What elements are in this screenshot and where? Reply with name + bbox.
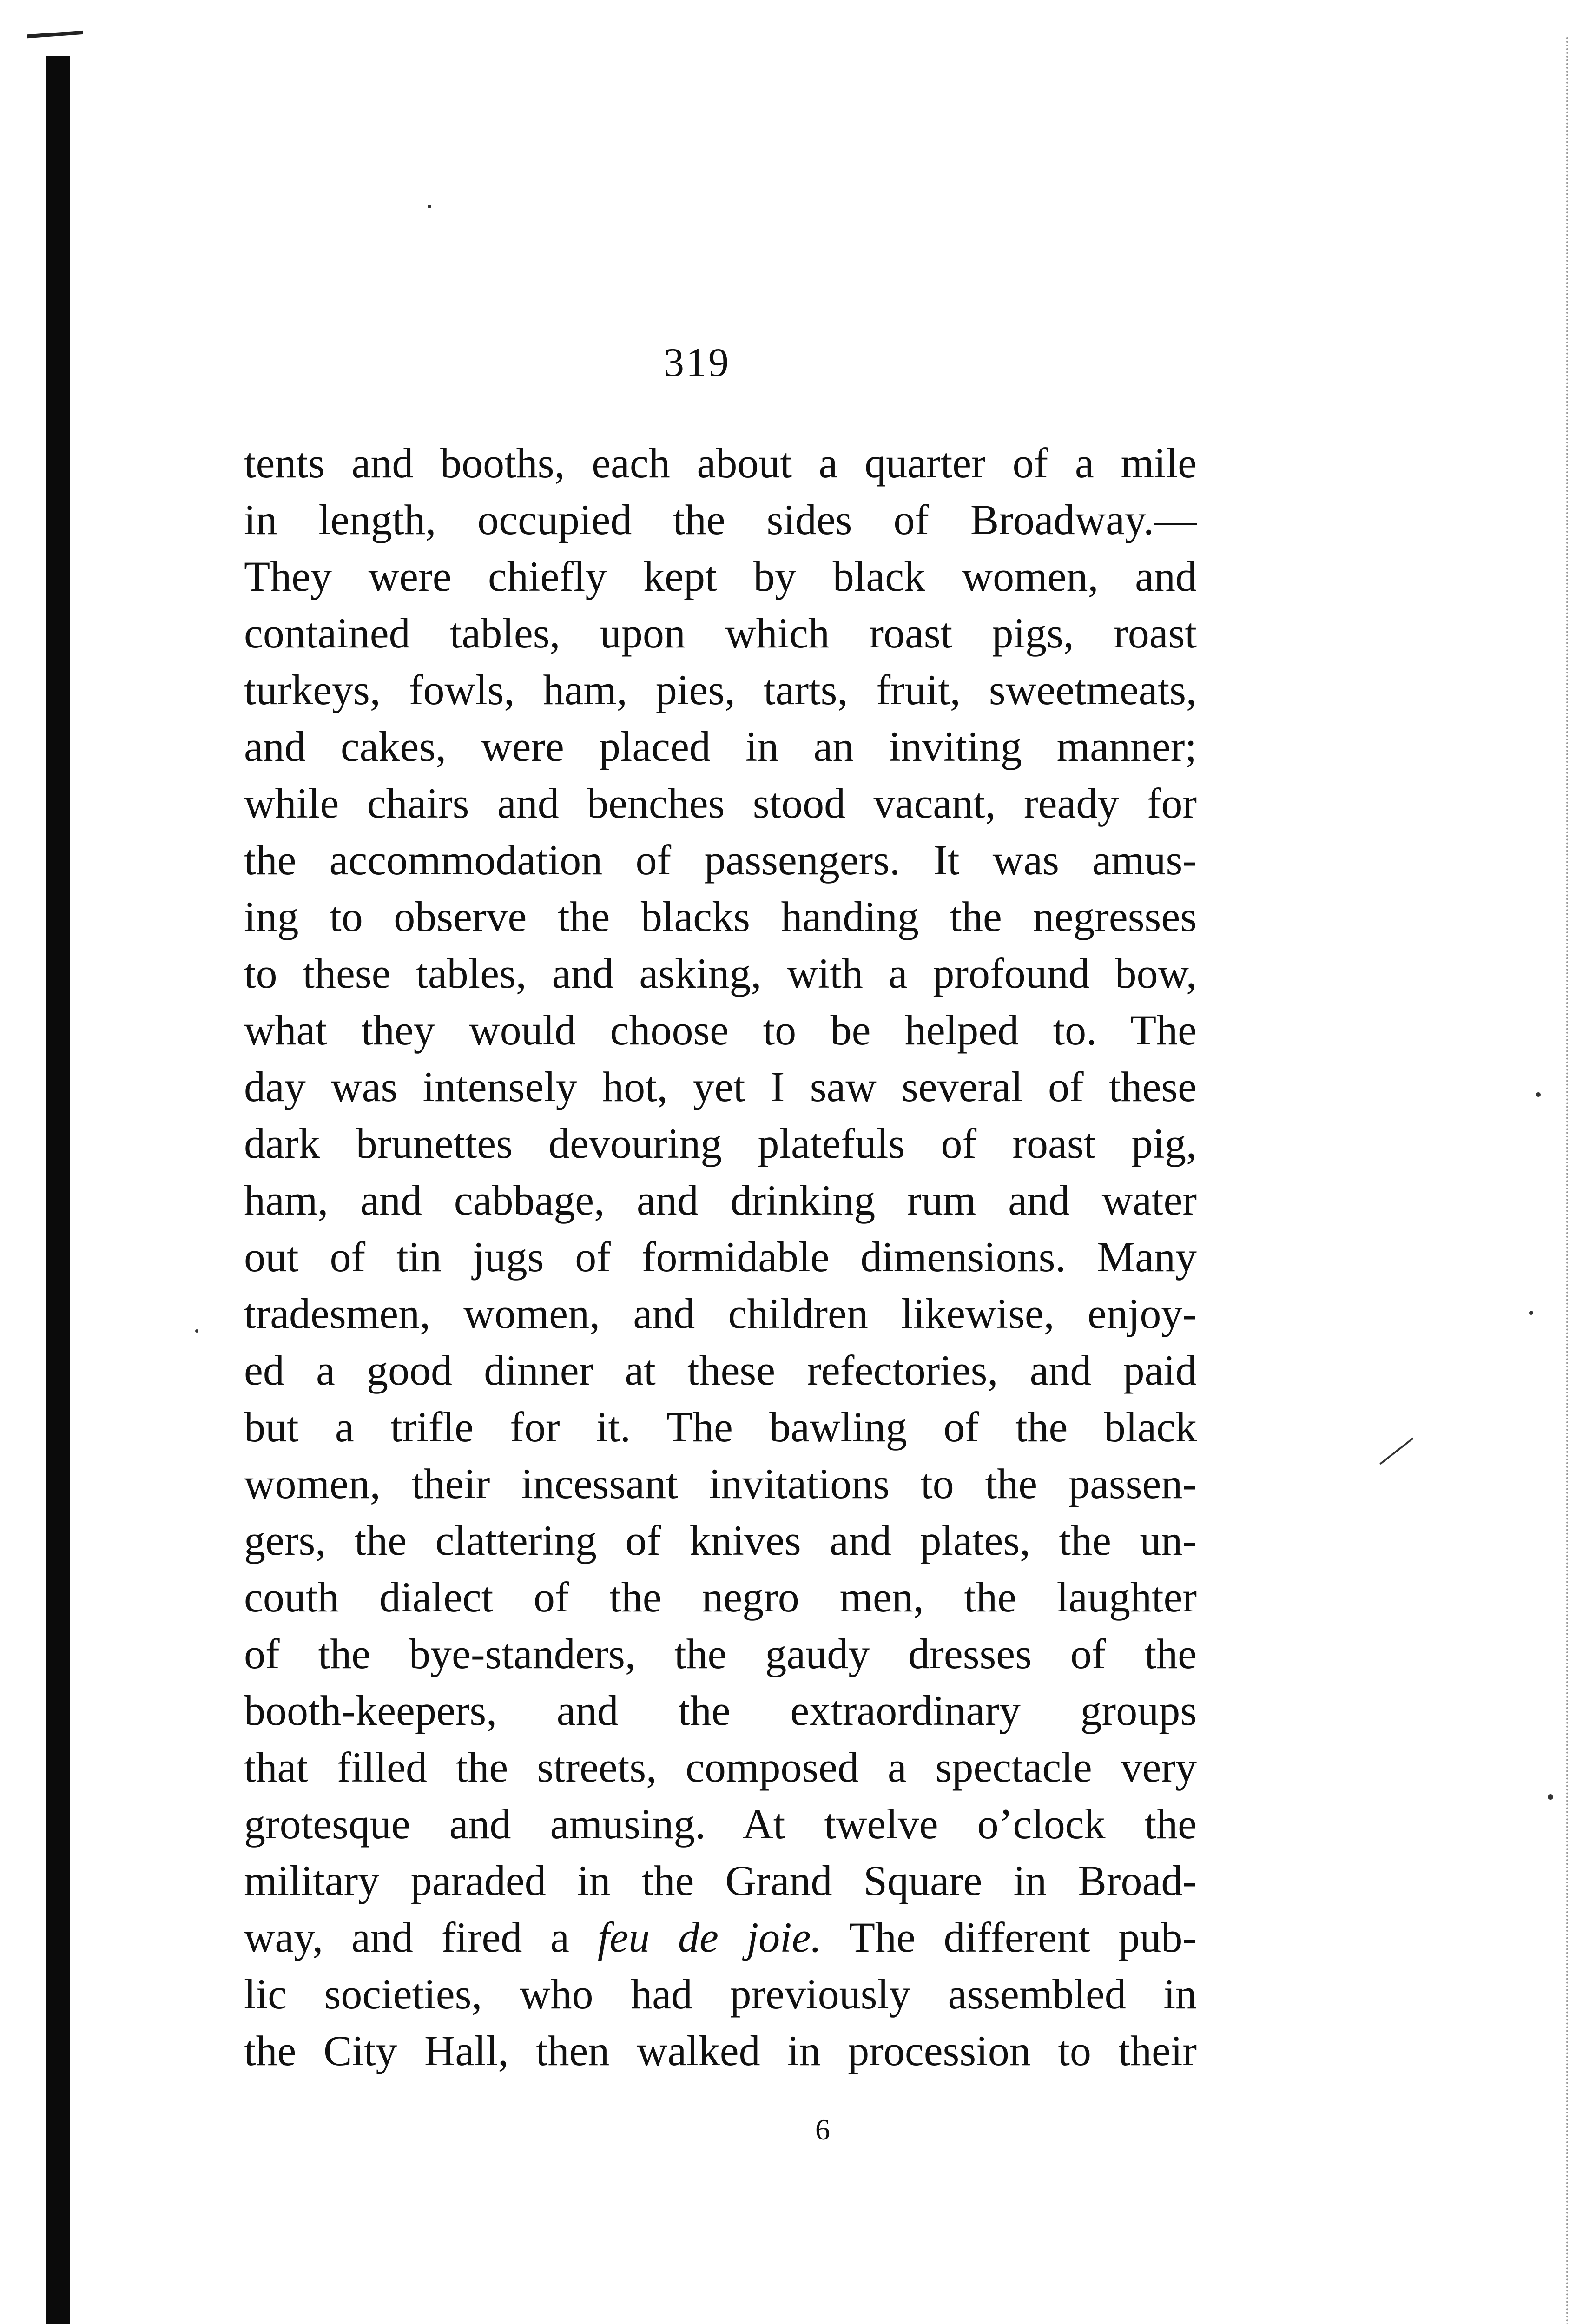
text-line <box>244 888 1197 945</box>
line-text: in length, occupied the sides of Broadway.— <box>244 496 1197 543</box>
line-text: lic societies, who had previously assembled in <box>244 1970 1197 2018</box>
line-text: the City Hall, then walked in procession to their <box>244 2027 1197 2074</box>
line-text: grotesque and amusing. At twelve o’clock the <box>244 1800 1197 1848</box>
text-line <box>244 1058 1197 1115</box>
speck <box>1529 1311 1533 1315</box>
line-text: and cakes, were placed in an inviting manner; <box>244 723 1197 770</box>
speck <box>428 205 431 208</box>
speck <box>1548 1794 1553 1800</box>
text-line <box>244 1228 1197 1285</box>
line-text: They were chiefly kept by black women, and <box>244 553 1197 600</box>
text-line <box>244 718 1197 775</box>
line-text: but a trifle for it. The bawling of the black <box>244 1403 1197 1451</box>
line-text: that filled the streets, composed a spectacle very <box>244 1743 1197 1791</box>
text-line <box>244 1115 1197 1172</box>
line-text: tradesmen, women, and children likewise, enjoy- <box>244 1290 1197 1337</box>
text-line <box>244 1342 1197 1399</box>
text-line <box>244 661 1197 718</box>
text-line <box>244 775 1197 832</box>
text-line <box>244 1172 1197 1228</box>
text-line <box>244 1966 1197 2022</box>
text-line <box>244 1796 1197 1852</box>
line-text: ed a good dinner at these refectories, and paid <box>244 1347 1197 1394</box>
line-text: military paraded in the Grand Square in Broad- <box>244 1857 1197 1904</box>
line-text: booth-keepers, and the extraordinary groups <box>244 1687 1197 1734</box>
line-text: dark brunettes devouring platefuls of roast pig, <box>244 1120 1197 1167</box>
text-line <box>244 1909 1197 1966</box>
line-text: day was intensely hot, yet I saw several of these <box>244 1063 1197 1110</box>
text-line <box>244 605 1197 661</box>
line-text: contained tables, upon which roast pigs, roast <box>244 609 1197 657</box>
margin-pen-mark <box>1379 1438 1413 1465</box>
text-line <box>244 1852 1197 1909</box>
line-text: women, their incessant invitations to the passen- <box>244 1460 1197 1507</box>
signature-mark: 6 <box>815 2113 830 2146</box>
line-text: The different pub- <box>821 1914 1197 1961</box>
italic-phrase: feu de joie. <box>597 1914 822 1961</box>
text-line <box>244 1512 1197 1569</box>
line-text: tents and booths, each about a quarter of a mile <box>244 439 1197 487</box>
text-line <box>244 1002 1197 1058</box>
text-line <box>244 945 1197 1002</box>
text-line <box>244 1399 1197 1455</box>
text-line <box>244 1682 1197 1739</box>
text-line <box>244 491 1197 548</box>
text-line <box>244 1455 1197 1512</box>
line-text: what they would choose to be helped to. The <box>244 1006 1197 1054</box>
text-line <box>244 1739 1197 1796</box>
text-line <box>244 2022 1197 2079</box>
speck <box>195 1329 198 1333</box>
binding-edge <box>46 56 70 2324</box>
line-text: out of tin jugs of formidable dimensions. Many <box>244 1233 1197 1281</box>
line-text: while chairs and benches stood vacant, ready for <box>244 779 1197 827</box>
line-text: the accommodation of passengers. It was amus- <box>244 836 1197 884</box>
page-right-edge <box>1566 37 1570 2324</box>
text-line <box>244 832 1197 888</box>
binding-mark <box>27 31 84 57</box>
page-number: 319 <box>664 340 731 385</box>
line-text: couth dialect of the negro men, the laughter <box>244 1573 1197 1621</box>
text-line <box>244 1625 1197 1682</box>
body-text <box>244 435 1197 2079</box>
line-text: ing to observe the blacks handing the negresses <box>244 893 1197 940</box>
line-text: of the bye-standers, the gaudy dresses of the <box>244 1630 1197 1677</box>
line-text: turkeys, fowls, ham, pies, tarts, fruit, sweetmeats, <box>244 666 1197 713</box>
speck <box>1536 1092 1541 1097</box>
line-text: way, and fired a <box>244 1914 598 1961</box>
line-text: to these tables, and asking, with a profound bow, <box>244 950 1197 997</box>
line-text: ham, and cabbage, and drinking rum and water <box>244 1176 1197 1224</box>
text-line <box>244 548 1197 605</box>
line-text: gers, the clattering of knives and plates, the un- <box>244 1517 1197 1564</box>
text-line <box>244 1569 1197 1625</box>
text-line <box>244 1285 1197 1342</box>
text-line <box>244 435 1197 491</box>
